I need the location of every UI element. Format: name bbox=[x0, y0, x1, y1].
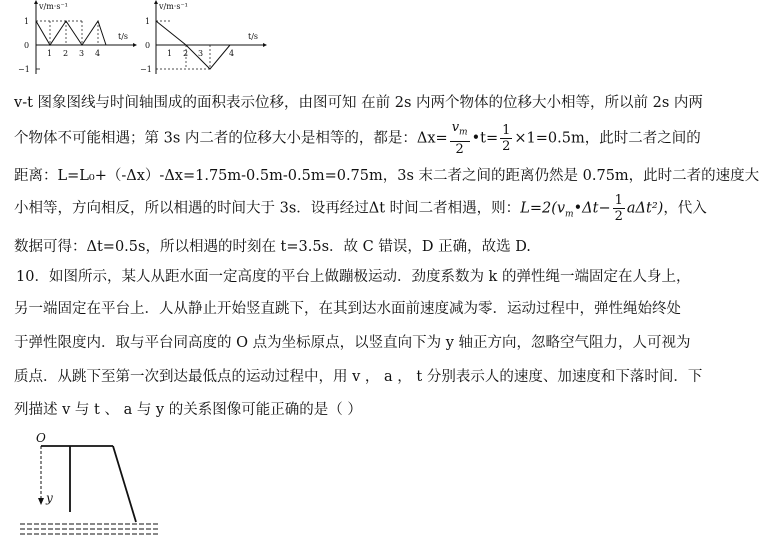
ytick-1: 1 bbox=[24, 17, 30, 26]
axis-x-label: t/s bbox=[248, 32, 259, 41]
question-line-2: 另一端固定在平台上．人从静止开始竖直跳下，在其到达水面前速度减为零．运动过程中，弹性绳始终处 bbox=[14, 301, 681, 317]
v-curve-left bbox=[36, 21, 106, 45]
question-line-1: 10．如图所示，某人从距水面一定高度的平台上做蹦极运动．劲度系数为 k 的弹性绳一端固定在人身上， bbox=[16, 269, 691, 285]
question-line-4: 质点．从跳下至第一次到达最低点的运动过程中，用 v ， a ， t 分别表示人的速度、加速度和下落时间．下 bbox=[14, 369, 703, 385]
explanation-line-1: v-t 图象图线与时间轴围成的面积表示位移，由图可知 在前 2s 内两个物体的位移大小相等，所以前 2s 内两 bbox=[14, 95, 703, 111]
axis-y-label: v/m·s⁻¹ bbox=[159, 2, 188, 11]
xtick-4: 4 bbox=[95, 49, 101, 58]
equation-part-3: aΔt²) bbox=[626, 200, 664, 217]
equation-part-1: L=2(v bbox=[520, 200, 566, 217]
fraction-half-2: $\frac{1}{2}$ bbox=[614, 193, 623, 224]
ytick-0: 0 bbox=[24, 41, 30, 50]
question-line-5: 列描述 v 与 t 、 a 与 y 的关系图像可能正确的是（ ） bbox=[14, 402, 362, 418]
line4-text-a: 小相等，方向相反，所以相遇的时间大于 3s．设再经过Δt 时间二者相遇，则： bbox=[14, 200, 521, 217]
line4-text-b: ，代入 bbox=[663, 200, 707, 217]
explanation-line-5: 数据可得：Δt=0.5s，所以相遇的时刻在 t=3.5s．故 C 错误，D 正确，故选 D. bbox=[14, 239, 531, 255]
ytick-m1: −1 bbox=[18, 65, 30, 74]
axis-y-label: v/m·s⁻¹ bbox=[39, 2, 68, 11]
line2-text-c: ×1=0.5m，此时二者之间的 bbox=[514, 130, 701, 147]
fraction-half: $\frac{1}{2}$ bbox=[502, 122, 511, 154]
y-axis-label: y bbox=[46, 491, 53, 505]
platform-pillar-right bbox=[113, 446, 136, 522]
explanation-line-4: 小相等，方向相反，所以相遇的时间大于 3s．设再经过Δt 时间二者相遇，则：$L=2(v_m•\Delta t-$ $\frac{1}{2}$ aΔt²)，代入 bbox=[14, 193, 707, 224]
xtick-2: 2 bbox=[183, 49, 189, 58]
axis-x-label: t/s bbox=[118, 32, 129, 41]
explanation-line-2 bbox=[14, 120, 701, 157]
ytick-1: 1 bbox=[145, 17, 151, 26]
equation-part-2: •Δt− bbox=[573, 200, 611, 217]
line2-text-b: •t= bbox=[471, 130, 499, 147]
xtick-2: 2 bbox=[63, 49, 69, 58]
question-line-3: 于弹性限度内．取与平台同高度的 O 点为坐标原点，以竖直向下为 y 轴正方向，忽略空气阻力，人可视为 bbox=[14, 335, 691, 351]
vt-graph-right bbox=[140, 0, 280, 78]
fraction-vm-over-2: $\frac{v_m}{2}$ bbox=[451, 120, 468, 157]
ytick-m1: −1 bbox=[140, 65, 152, 74]
xtick-3: 3 bbox=[198, 49, 204, 58]
ytick-0: 0 bbox=[145, 41, 151, 50]
vt-graph-left bbox=[10, 0, 140, 78]
bungee-figure bbox=[10, 424, 170, 549]
explanation-line-3: 距离：L=L₀+（-Δx）-Δx=1.75m-0.5m-0.5m=0.75m，3s 末二者之间的距离仍然是 0.75m，此时二者的速度大 bbox=[14, 168, 759, 184]
xtick-1: 1 bbox=[167, 49, 173, 58]
xtick-4: 4 bbox=[229, 49, 235, 58]
line2-text-a: 个物体不可能相遇；第 3s 内二者的位移大小是相等的，都是：Δx= bbox=[14, 130, 448, 147]
xtick-3: 3 bbox=[79, 49, 85, 58]
origin-label: O bbox=[36, 431, 46, 445]
xtick-1: 1 bbox=[47, 49, 53, 58]
